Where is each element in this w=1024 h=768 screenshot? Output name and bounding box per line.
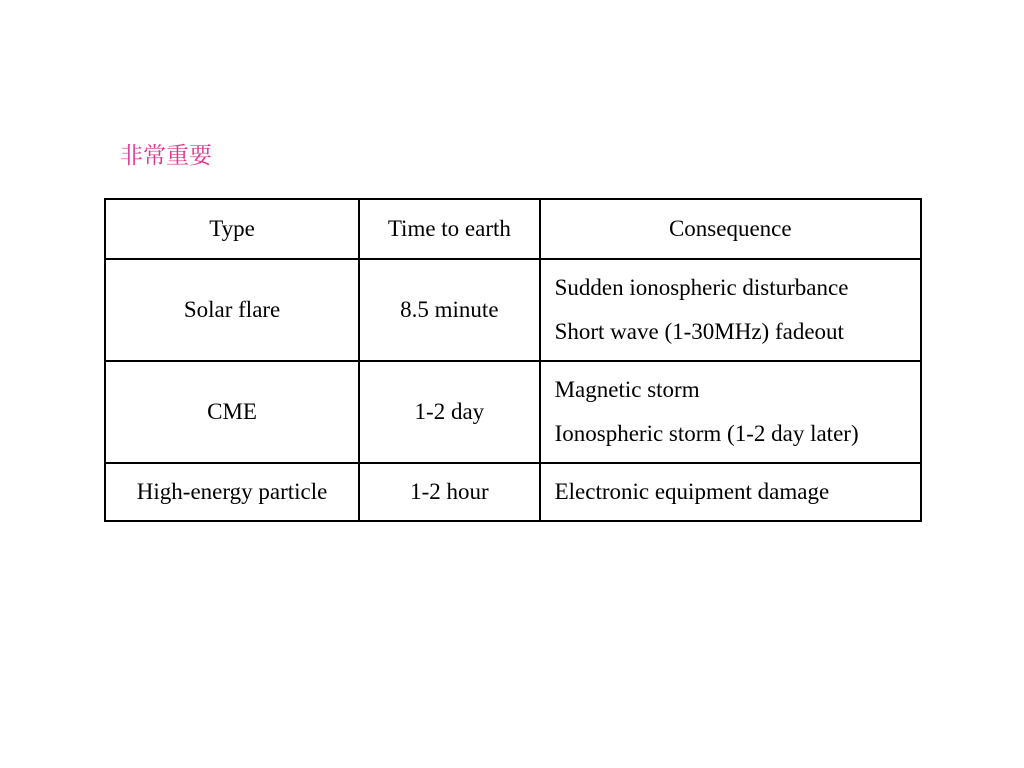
cell-consequence bbox=[540, 361, 921, 463]
consequence-line: Sudden ionospheric disturbance bbox=[554, 275, 849, 300]
cell-type: High-energy particle bbox=[105, 463, 359, 521]
table-row bbox=[105, 361, 921, 463]
cell-time: 1-2 hour bbox=[359, 463, 539, 521]
cell-type: Solar flare bbox=[105, 259, 359, 361]
table-row bbox=[105, 259, 921, 361]
consequence-line: Ionospheric storm (1-2 day later) bbox=[554, 421, 859, 446]
header-type: Type bbox=[105, 199, 359, 259]
table-header-row bbox=[105, 199, 921, 259]
consequence-line: Short wave (1-30MHz) fadeout bbox=[554, 319, 844, 344]
header-consequence: Consequence bbox=[540, 199, 921, 259]
consequence-line: Magnetic storm bbox=[554, 377, 700, 402]
cell-type: CME bbox=[105, 361, 359, 463]
page-heading: 非常重要 bbox=[120, 143, 212, 169]
table-row bbox=[105, 463, 921, 521]
cell-time: 1-2 day bbox=[359, 361, 539, 463]
space-weather-table bbox=[104, 198, 922, 522]
header-time-to-earth: Time to earth bbox=[359, 199, 539, 259]
cell-consequence bbox=[540, 259, 921, 361]
consequence-line: Electronic equipment damage bbox=[554, 479, 830, 504]
cell-time: 8.5 minute bbox=[359, 259, 539, 361]
cell-consequence bbox=[540, 463, 921, 521]
